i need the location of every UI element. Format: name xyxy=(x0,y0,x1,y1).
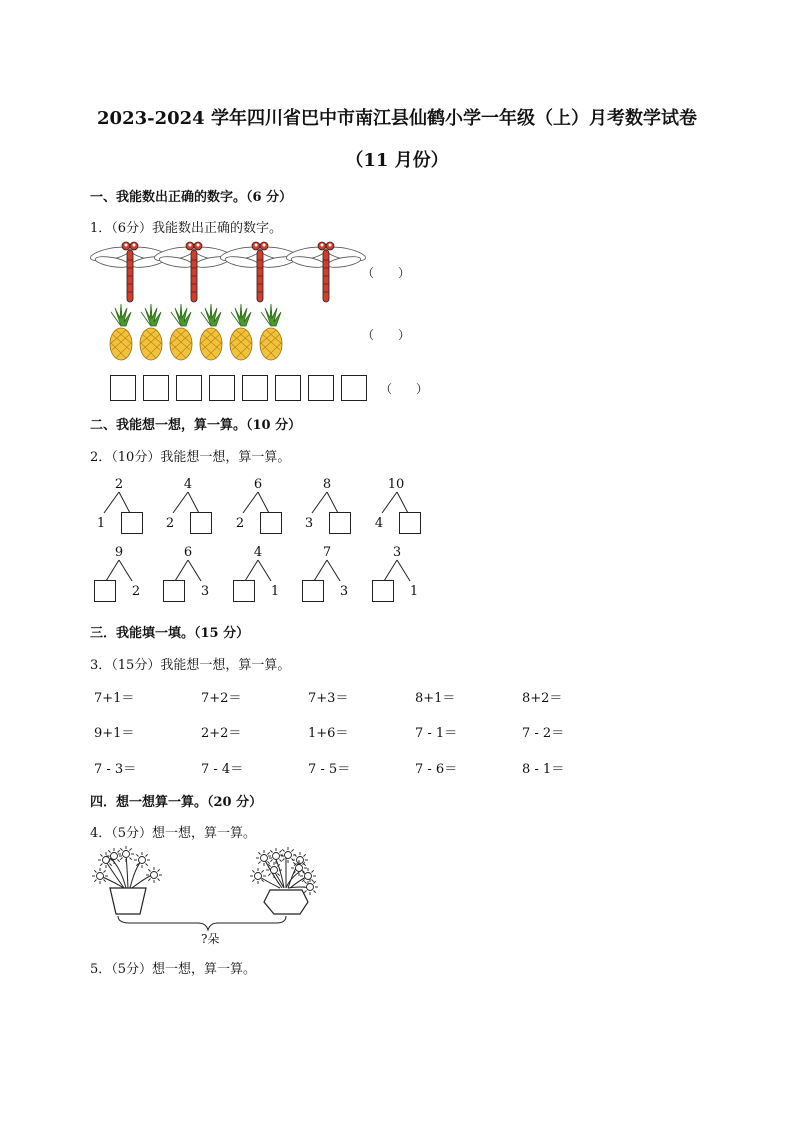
calc-item[interactable]: 7+1＝ xyxy=(94,691,135,706)
bond-whole: 9 xyxy=(114,545,124,560)
calc-item[interactable]: 8+2＝ xyxy=(522,691,563,706)
calc-item[interactable]: 1+6＝ xyxy=(308,726,349,741)
calc-item[interactable]: 7+3＝ xyxy=(308,691,349,706)
square-shape xyxy=(341,375,367,401)
answer-box[interactable] xyxy=(94,580,116,602)
answer-box[interactable] xyxy=(372,580,394,602)
calc-item[interactable]: 7 - 4＝ xyxy=(201,762,244,777)
bond-whole: 4 xyxy=(183,477,193,492)
pineapple-icon xyxy=(260,304,282,360)
calc-item[interactable]: 7+2＝ xyxy=(201,691,242,706)
flower-icon xyxy=(146,867,162,883)
dragonfly-icon xyxy=(219,242,300,302)
flower-icon xyxy=(256,850,272,866)
section-1-heading: 一、我能数出正确的数字。（6 分） xyxy=(90,190,293,205)
answer-box[interactable] xyxy=(399,512,421,534)
square-shape xyxy=(143,375,169,401)
answer-blank-dragonflies[interactable]: （ ） xyxy=(362,266,411,280)
calc-item[interactable]: 7 - 3＝ xyxy=(94,762,137,777)
square-shape xyxy=(242,375,268,401)
flower-icon xyxy=(266,862,282,878)
pineapple-icon xyxy=(170,304,192,360)
square-shape xyxy=(110,375,136,401)
dragonfly-icon xyxy=(153,242,234,302)
dragonfly-icon xyxy=(285,242,366,302)
calc-item[interactable]: 9+1＝ xyxy=(94,726,135,741)
bond-part: 3 xyxy=(200,584,210,599)
page-title: 2023-2024 学年四川省巴中市南江县仙鹤小学一年级（上）月考数学试卷 xyxy=(97,108,697,129)
calc-item[interactable]: 7 - 5＝ xyxy=(308,762,351,777)
calc-item[interactable]: 7 - 6＝ xyxy=(415,762,458,777)
bond-whole: 3 xyxy=(392,545,402,560)
calc-item[interactable]: 8 - 1＝ xyxy=(522,762,565,777)
calc-item[interactable]: 7 - 1＝ xyxy=(415,726,458,741)
dragonfly-row xyxy=(90,240,370,304)
section-3-heading: 三．我能填一填。（15 分） xyxy=(90,626,250,641)
bond-part: 2 xyxy=(131,584,141,599)
flower-icon xyxy=(134,852,150,868)
bond-part: 3 xyxy=(339,584,349,599)
bond-part: 1 xyxy=(96,516,106,531)
answer-blank-squares[interactable]: （ ） xyxy=(380,382,429,396)
answer-box[interactable] xyxy=(190,512,212,534)
bond-part: 2 xyxy=(235,516,245,531)
flower-icon xyxy=(300,868,316,884)
answer-box[interactable] xyxy=(163,580,185,602)
square-shape xyxy=(176,375,202,401)
answer-box[interactable] xyxy=(233,580,255,602)
calc-item[interactable]: 8+1＝ xyxy=(415,691,456,706)
flower-icon xyxy=(280,847,296,863)
question-1: 1．（6分）我能数出正确的数字。 xyxy=(90,221,283,236)
answer-box[interactable] xyxy=(121,512,143,534)
bond-part: 1 xyxy=(409,584,419,599)
section-2-heading: 二、我能想一想，算一算。（10 分） xyxy=(90,418,302,433)
bond-part: 4 xyxy=(374,516,384,531)
question-2: 2．（10分）我能想一想，算一算。 xyxy=(90,450,291,465)
pineapple-icon xyxy=(140,304,162,360)
bond-whole: 7 xyxy=(322,545,332,560)
answer-box[interactable] xyxy=(302,580,324,602)
bond-part: 2 xyxy=(165,516,175,531)
calc-item[interactable]: 7 - 2＝ xyxy=(522,726,565,741)
flower-pots-illustration xyxy=(90,846,330,936)
flower-icon xyxy=(118,846,134,862)
bond-part: 3 xyxy=(304,516,314,531)
flower-icon xyxy=(291,860,307,876)
flower-icon xyxy=(268,848,284,864)
answer-blank-pineapples[interactable]: （ ） xyxy=(362,328,411,342)
section-4-heading: 四．想一想算一算。（20 分） xyxy=(90,795,263,810)
flower-icon xyxy=(92,868,108,884)
calc-item[interactable]: 2+2＝ xyxy=(201,726,242,741)
bond-whole: 10 xyxy=(387,477,405,492)
bond-whole: 2 xyxy=(114,477,124,492)
pineapple-icon xyxy=(200,304,222,360)
pineapple-icon xyxy=(230,304,252,360)
bond-whole: 4 xyxy=(253,545,263,560)
pineapple-row xyxy=(104,304,288,362)
total-flowers-label: ?朵 xyxy=(201,932,220,946)
question-5: 5．（5分）想一想，算一算。 xyxy=(90,962,257,977)
flower-icon xyxy=(106,848,122,864)
pineapple-icon xyxy=(110,304,132,360)
answer-box[interactable] xyxy=(329,512,351,534)
question-3: 3．（15分）我能想一想，算一算。 xyxy=(90,658,291,673)
square-shape xyxy=(308,375,334,401)
bond-whole: 8 xyxy=(322,477,332,492)
question-4: 4．（5分）想一想，算一算。 xyxy=(90,826,257,841)
answer-box[interactable] xyxy=(260,512,282,534)
square-shape xyxy=(209,375,235,401)
square-shape xyxy=(275,375,301,401)
flower-icon xyxy=(250,868,266,884)
bond-whole: 6 xyxy=(253,477,263,492)
bond-part: 1 xyxy=(270,584,280,599)
flower-icon xyxy=(302,879,318,895)
bond-whole: 6 xyxy=(183,545,193,560)
dragonfly-icon xyxy=(89,242,170,302)
page-subtitle: （11 月份） xyxy=(345,150,449,171)
